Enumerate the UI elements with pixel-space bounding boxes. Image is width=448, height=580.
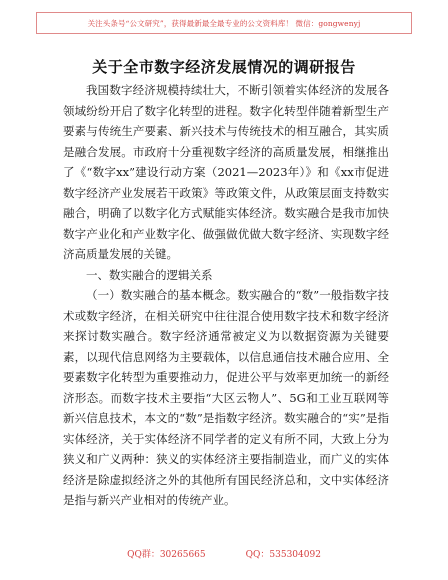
qq-group-text: QQ群：30265665 [127,550,206,560]
body-paragraph: （一）数实融合的基本概念。数实融合的“数”一般指数字技术或数字经济，在相关研究中往往混合使用数字技术和数字经济来探讨数实融合。数字经济通常被定义为以数据资源为关键要素，以现代信息网络为主要载体，以信息通信技术融合应用、全要素数字化转型为重要推动力，促进公平与效率更加统一的新经济形态。而数字技术主要指“大区云物人”、5G和工业互联网等新兴信息技术，本文的“数”是指数字经济。数实融合的“实”是指实体经济，关于实体经济不同学者的定义有所不同，大致上分为狭义和广义两种：狭义的实体经济主要指制造业，而广义的实体经济是除虚拟经济之外的其他所有国民经济总和，文中实体经济是指与新兴产业相对的传统产业。 [63,288,389,507]
promo-banner [36,12,412,34]
document-body [63,80,389,511]
promo-banner-text: 关注头条号“公文研究”，获得最新最全最专业的公文资料库！ 微信：gongwenyj [87,18,361,28]
section-heading: 一、数实融合的逻辑关系 [86,267,213,282]
qq-text: QQ：535304092 [245,550,321,560]
document-title: 关于全市数字经济发展情况的调研报告 [92,58,356,76]
footer-contact [0,547,448,561]
intro-paragraph: 我国数字经济规模持续壮大，不断引领着实体经济的发展各领域纷纷开启了数字化转型的进程。数字化转型伴随着新型生产要素与传统生产要素、新兴技术与传统技术的相互融合，其实质是融合发展。市政府十分重视数字经济的高质量发展，相继推出了《“数字xx”建设行动方案（2021—2023年）》和《xx市促进数字经济产业发展若干政策》等政策文件，从政策层面支持数实融合，明确了以数字化方式赋能实体经济。数实融合是我市加快数字产业化和产业数字化、做强做优做大数字经济、实现数字经济高质量发展的关键。 [63,83,389,261]
